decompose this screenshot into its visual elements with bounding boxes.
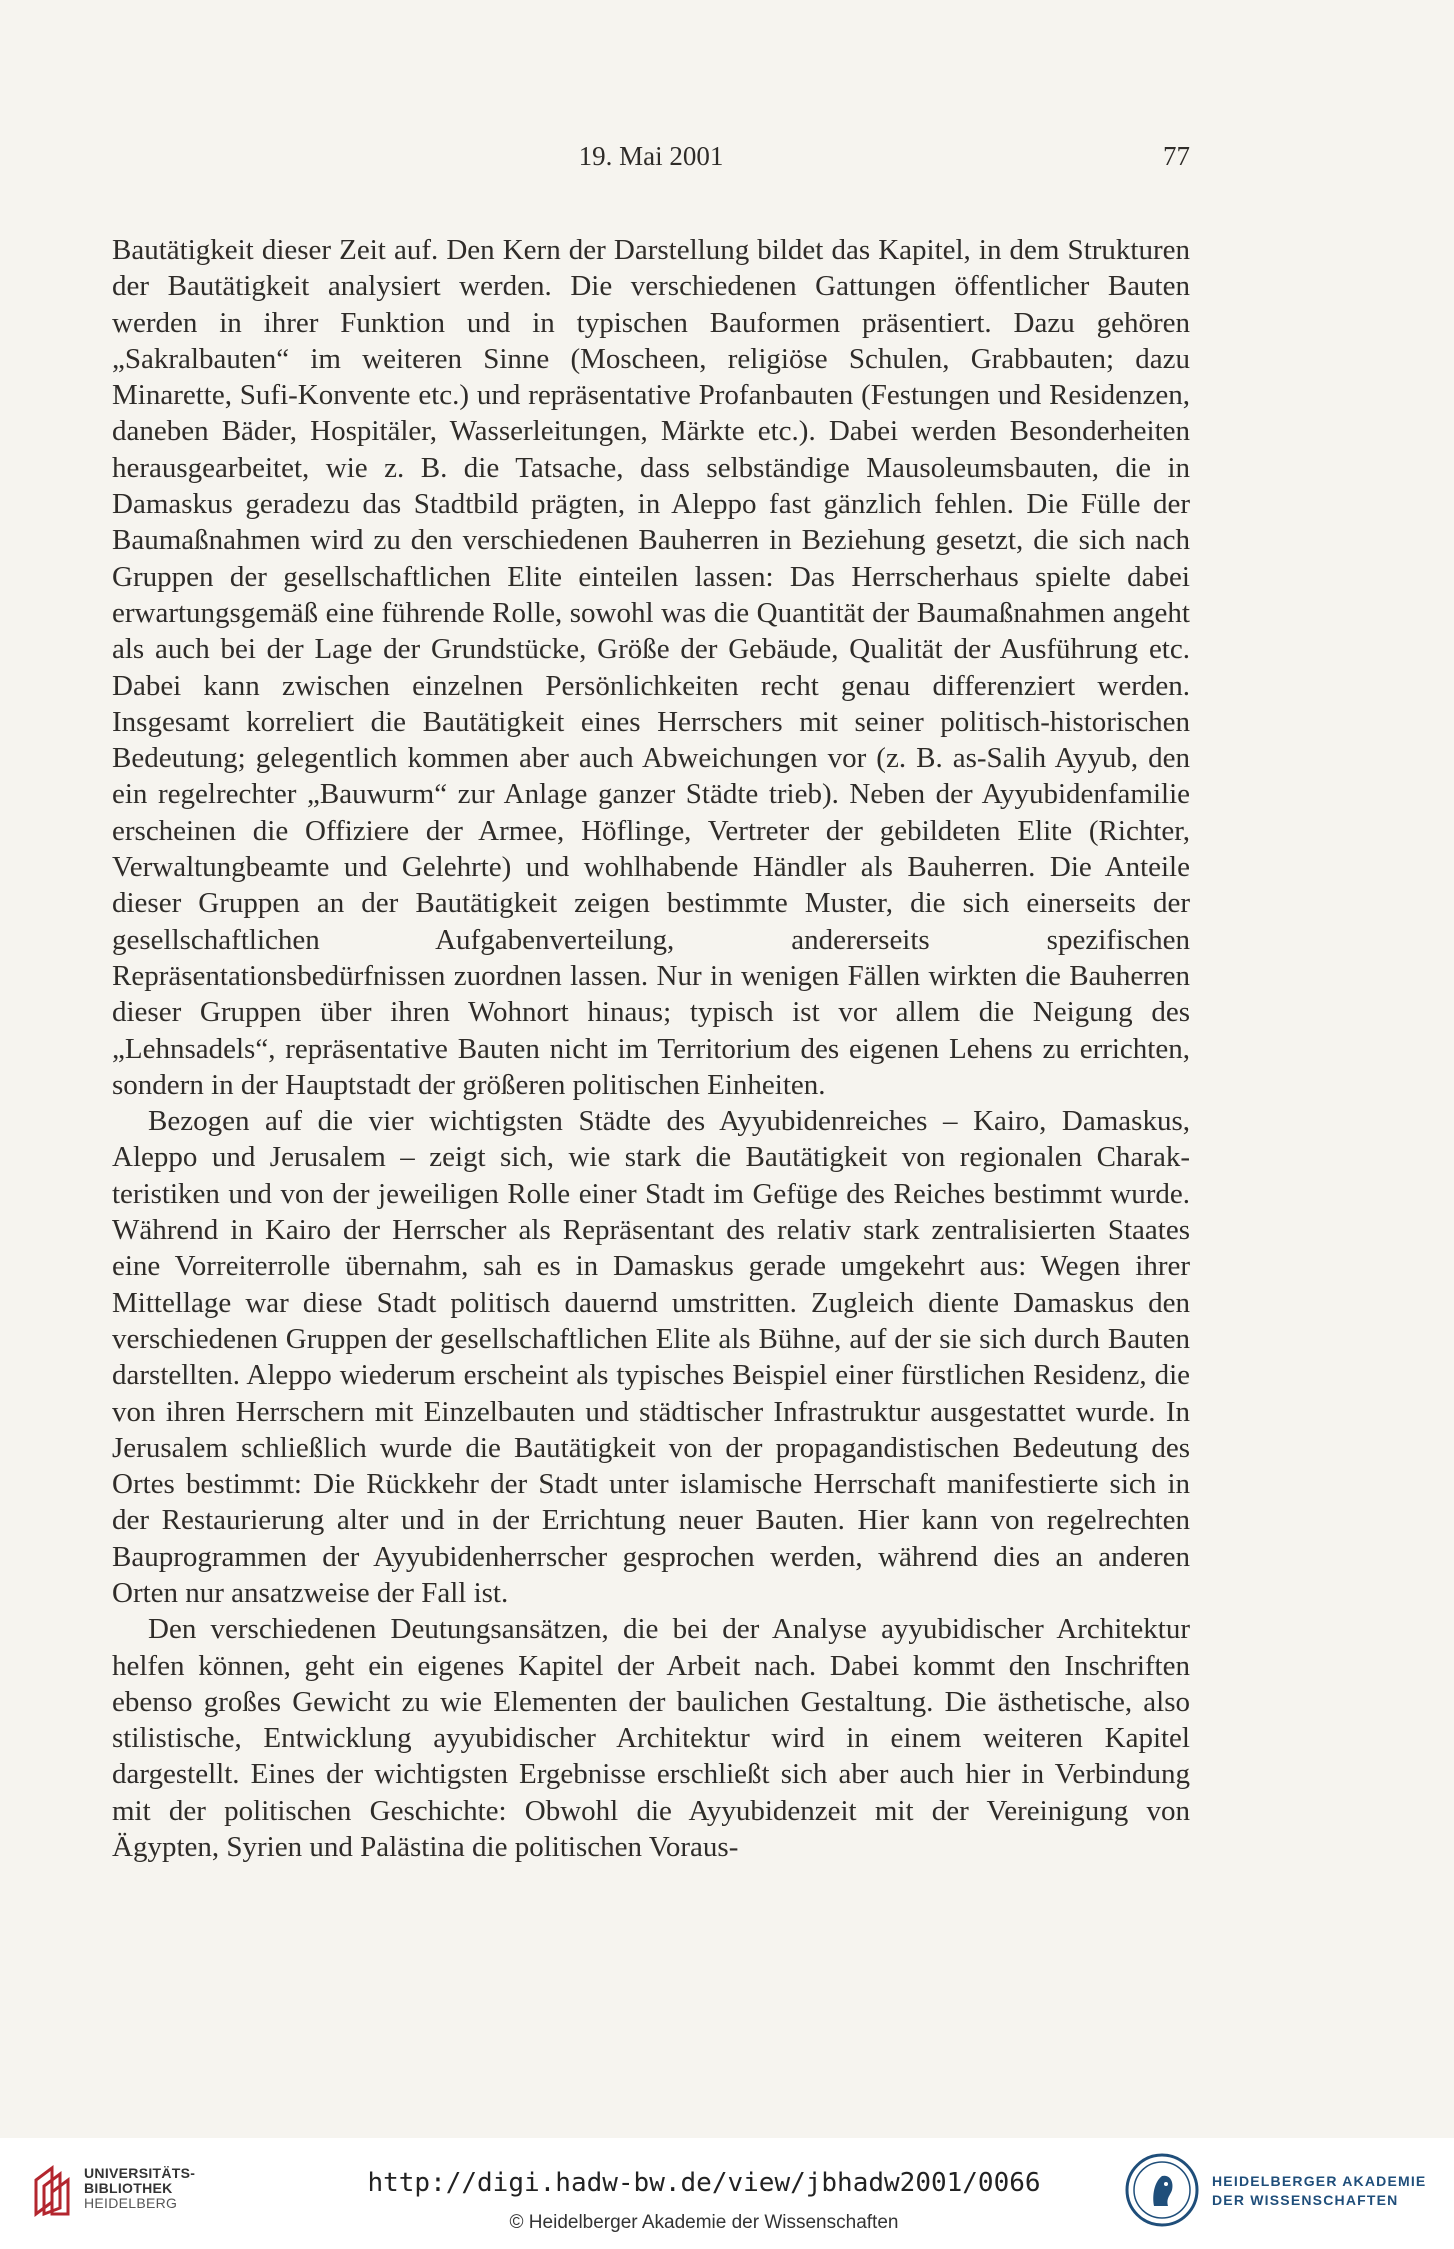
running-title: 19. Mai 2001 bbox=[578, 141, 724, 171]
ub-line: BIBLIOTHEK bbox=[84, 2180, 173, 2196]
academy-name bbox=[1212, 2172, 1426, 2210]
paragraph: Bezogen auf die vier wichtigsten Städte des Ayyubidenreiches – Kairo, Damaskus, Aleppo und Jerusalem – zeigt sich, wie stark die Bautätigkeit von regionalen Charakteristiken und von der jeweiligen Rolle einer Stadt im Gefüge des Reiches bestimmt wurde. Während in Kairo der Herrscher als Repräsentant des relativ stark zentralisierten Staates eine Vorreiterrolle übernahm, sah es in Damaskus gerade umgekehrt aus: Wegen ihrer Mittellage war diese Stadt politisch dauernd umstritten. Zugleich diente Damaskus den verschiedenen Gruppen der gesellschaftlichen Elite als Bühne, auf der sie sich durch Bauten darstellten. Aleppo wiederum erscheint als typisches Beispiel einer fürstlichen Residenz, die von ihren Herrschern mit Einzelbauten und städtischer Infrastruktur ausgestattet wurde. In Jerusalem schließlich wurde die Bautätigkeit von der propagandistischen Bedeutung des Ortes bestimmt: Die Rückkehr der Stadt unter islamische Herrschaft manifestierte sich in der Restaurierung alter und in der Errichtung neuer Bauten. Hier kann von regelrechten Bauprogrammen der Ayyubidenherrscher gesprochen werden, während dies an anderen Orten nur ansatzweise der Fall ist. bbox=[112, 1105, 1190, 1609]
paragraph: Bautätigkeit dieser Zeit auf. Den Kern der Darstellung bildet das Kapitel, in dem Strukturen der Bautätigkeit analysiert werden. Die verschiedenen Gattungen öffentlicher Bauten werden in ihrer Funktion und in typischen Bauformen präsentiert. Dazu gehören „Sakralbauten“ im weiteren Sinne (Moscheen, religiöse Schulen, Grabbauten; dazu Minarette, Sufi-Konvente etc.) und repräsentative Profanbauten (Festungen und Residenzen, daneben Bäder, Hospitäler, Wasserleitungen, Märkte etc.). Dabei werden Besonderheiten herausgearbeitet, wie z. B. die Tatsache, dass selbständige Mausoleumsbauten, die in Damaskus geradezu das Stadtbild prägten, in Aleppo fast gänzlich fehlen. Die Fülle der Baumaßnahmen wird zu den verschiedenen Bauherren in Beziehung gesetzt, die sich nach Gruppen der gesellschaftlichen Elite einteilen lassen: Das Herrscherhaus spielte dabei erwartungsgemäß eine führende Rolle, sowohl was die Quantität der Baumaßnahmen angeht als auch bei der Lage der Grundstücke, Größe der Gebäude, Qualität der Ausführung etc. Dabei kann zwischen einzelnen Persönlichkeiten recht genau differenziert werden. Insgesamt korreliert die Bautätigkeit eines Herrschers mit seiner politisch-historischen Bedeutung; gelegentlich kommen aber auch Abweichungen vor (z. B. as-Salih Ayyub, den ein regelrechter „Bauwurm“ zur Anlage ganzer Städte trieb). Neben der Ayyubidenfamilie erscheinen die Offiziere der Armee, Höflinge, Vertreter der gebildeten Elite (Richter, Verwaltungbeamte und Gelehrte) und wohlhabende Händler als Bauherren. Die Anteile dieser Gruppen an der Bautätigkeit zeigen bestimmte Muster, die sich einerseits der gesellschaftlichen Aufgabenverteilung, andererseits spezifischen Repräsentationsbedürfnissen zuordnen lassen. Nur in wenigen Fällen wirkten die Bauherren dieser Gruppen über ihren Wohnort hinaus; typisch ist vor allem die Neigung des „Lehnsadels“, repräsentative Bauten nicht im Territorium des eigenen Lehens zu errichten, sondern in der Hauptstadt der größeren politischen Einheiten. bbox=[112, 234, 1190, 1101]
academy-seal-icon bbox=[1124, 2152, 1200, 2228]
hadw-line: DER WISSENSCHAFTEN bbox=[1212, 2192, 1399, 2208]
university-library-logo-icon bbox=[30, 2162, 78, 2220]
ub-line: HEIDELBERG bbox=[84, 2195, 178, 2211]
hadw-line: HEIDELBERGER AKADEMIE bbox=[1212, 2173, 1427, 2189]
ub-line: UNIVERSITÄTS- bbox=[84, 2165, 196, 2181]
page-header bbox=[112, 141, 1190, 181]
paragraph: Den verschiedenen Deutungsansätzen, die bei der Analyse ayyubidischer Architektur helfen können, geht ein eigenes Kapitel der Arbeit nach. Dabei kommt den Inschriften ebenso großes Gewicht zu wie Elementen der baulichen Gestaltung. Die ästhetische, also stilistische, Entwicklung ayyubidischer Architektur wird in einem weiteren Kapitel dargestellt. Eines der wichtigsten Ergebnisse erschließt sich aber auch hier in Verbindung mit der politischen Geschichte: Obwohl die Ayyubidenzeit mit der Vereinigung von Ägypten, Syrien und Palästina die politischen Voraus- bbox=[112, 1613, 1190, 1864]
footer-band bbox=[0, 2138, 1454, 2249]
copyright-notice: © Heidelberger Akademie der Wissenschaften bbox=[509, 2212, 899, 2233]
page-number: 77 bbox=[1163, 141, 1190, 171]
body-text bbox=[112, 232, 1190, 1865]
university-library-name bbox=[84, 2166, 195, 2211]
source-url[interactable]: http://digi.hadw-bw.de/view/jbhadw2001/0066 bbox=[367, 2168, 1041, 2198]
